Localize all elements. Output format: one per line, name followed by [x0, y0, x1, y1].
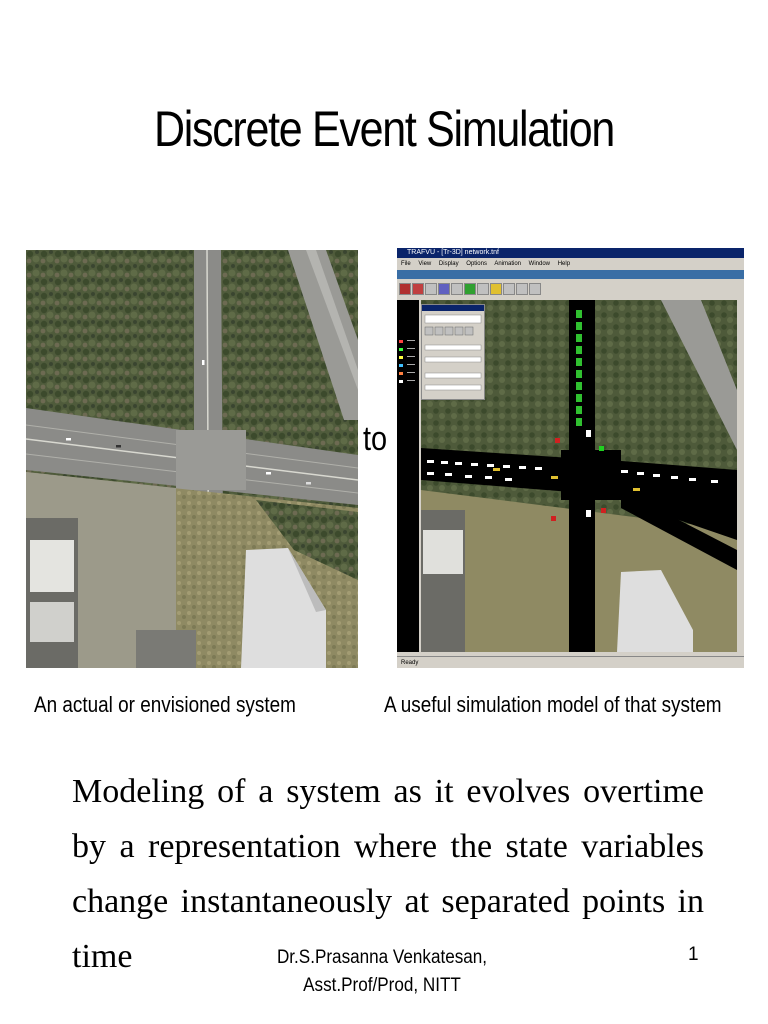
footer-author: Dr.S.Prasanna Venkatesan, [276, 947, 488, 968]
definition-text: Modeling of a system as it evolves overtime by a representation where the state variables change instantaneously at separated points in time [72, 773, 704, 975]
tb-button[interactable] [464, 283, 476, 295]
tb-button[interactable] [477, 283, 489, 295]
sim-status-text: Ready [401, 660, 419, 666]
sim-menu-view[interactable]: View [418, 261, 432, 267]
sim-status-bar [397, 656, 744, 668]
left-caption: An actual or envisioned system [34, 692, 296, 717]
right-caption: A useful simulation model of that system [384, 692, 722, 717]
sim-menu-display[interactable]: Display [438, 261, 459, 267]
sim-menu-file[interactable]: File [401, 261, 411, 267]
sim-menu-options[interactable]: Options [466, 261, 487, 267]
tb-button[interactable] [490, 283, 502, 295]
tb-button[interactable] [529, 283, 541, 295]
footer-affiliation: Asst.Prof/Prod, NITT [303, 975, 461, 996]
tb-button[interactable] [503, 283, 515, 295]
tb-button[interactable] [425, 283, 437, 295]
sim-legend-sidebar [397, 300, 419, 652]
aerial-intersection-image [26, 250, 358, 668]
page-number: 1 [688, 944, 699, 965]
tb-button[interactable] [438, 283, 450, 295]
tb-button[interactable] [412, 283, 424, 295]
slide-title: Discrete Event Simulation [153, 101, 615, 157]
tb-button[interactable] [451, 283, 463, 295]
sim-toolbar [397, 281, 744, 297]
sim-menubar [397, 258, 744, 270]
sim-menu-animation[interactable]: Animation [494, 261, 521, 267]
tb-button[interactable] [516, 283, 528, 295]
sim-menu-window[interactable]: Window [528, 261, 551, 267]
connector-word: to [363, 420, 388, 458]
sim-document-bar [397, 270, 744, 279]
sim-menu-help[interactable]: Help [557, 261, 571, 267]
tb-button[interactable] [399, 283, 411, 295]
sim-control-panel [421, 304, 485, 400]
aerial-photo [26, 250, 358, 668]
author-footer [247, 944, 517, 1000]
simulation-window [397, 248, 744, 668]
sim-window-titlebar: TRAFVU - [Tr-3D] network.tnf [397, 248, 744, 258]
